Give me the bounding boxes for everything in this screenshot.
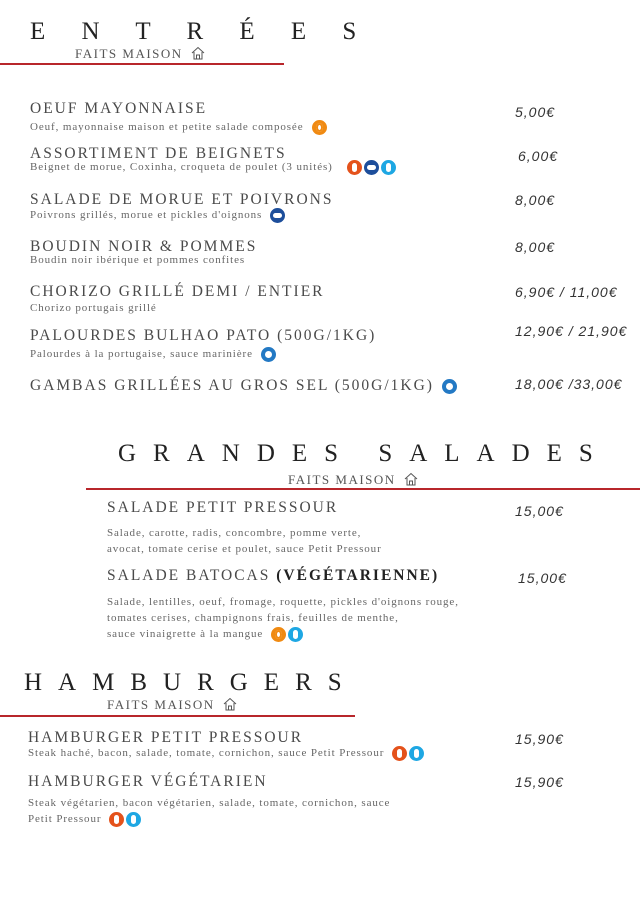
house-icon: [191, 46, 205, 60]
item-name: SALADE DE MORUE ET POIVRONS: [30, 191, 334, 208]
item-desc-line: Salade, lentilles, oeuf, fromage, roquette, pickles d'oignons rouge,: [107, 596, 459, 608]
subtitle: FAITS MAISON: [288, 471, 396, 487]
item-name: SALADE PETIT PRESSOUR: [107, 499, 339, 516]
item-price: 5,00€: [515, 104, 556, 120]
fish-allergen-icon: [364, 160, 379, 175]
divider: [0, 63, 284, 65]
shellfish-allergen-icon: [442, 379, 457, 394]
subtitle: FAITS MAISON: [75, 45, 183, 61]
item-price: 15,00€: [515, 503, 564, 519]
item-desc-line: [28, 811, 141, 827]
milk-allergen-icon: [381, 160, 396, 175]
item-desc-text: Poivrons grillés, morue et pickles d'oignons: [30, 209, 263, 221]
subtitle: FAITS MAISON: [107, 696, 215, 712]
item-desc: [30, 346, 276, 362]
item-desc-line: avocat, tomate cerise et poulet, sauce Petit Pressour: [107, 543, 382, 555]
house-icon: [223, 697, 237, 711]
item-desc-line: Salade, carotte, radis, concombre, pomme verte,: [107, 527, 362, 539]
item-desc-line: Steak végétarien, bacon végétarien, salade, tomate, cornichon, sauce: [28, 797, 391, 809]
gluten-allergen-icon: [392, 746, 407, 761]
faits-maison-label: [107, 697, 237, 711]
item-name: BOUDIN NOIR & POMMES: [30, 238, 258, 255]
item-desc-line: tomates cerises, champignons frais, feuilles de menthe,: [107, 612, 399, 624]
item-desc-text: Oeuf, mayonnaise maison et petite salade composée: [30, 121, 304, 133]
item-name: CHORIZO GRILLÉ DEMI / ENTIER: [30, 283, 325, 300]
gluten-allergen-icon: [109, 812, 124, 827]
item-price: 12,90€ / 21,90€: [515, 323, 628, 339]
item-name: PALOURDES BULHAO PATO (500G/1KG): [30, 327, 377, 344]
item-desc: Chorizo portugais grillé: [30, 302, 157, 314]
shellfish-allergen-icon: [261, 347, 276, 362]
item-price: 8,00€: [515, 239, 556, 255]
item-name: [30, 378, 457, 394]
egg-allergen-icon: [312, 120, 327, 135]
divider: [86, 488, 640, 490]
item-name: HAMBURGER PETIT PRESSOUR: [28, 729, 304, 746]
divider: [0, 715, 355, 717]
section-title-salades: GRANDES SALADES: [118, 440, 610, 467]
item-price: 15,90€: [515, 774, 564, 790]
section-title-entrees: E N T R É E S: [30, 18, 372, 45]
item-desc-line: [107, 626, 303, 642]
item-name: ASSORTIMENT DE BEIGNETS: [30, 145, 287, 162]
vegetarian-label: (VÉGÉTARIENNE): [276, 567, 440, 584]
item-desc: [30, 159, 396, 175]
item-desc-text: Beignet de morue, Coxinha, croqueta de poulet (3 unités): [30, 161, 333, 173]
item-desc-text: Petit Pressour: [28, 813, 102, 825]
item-name-text: SALADE BATOCAS: [107, 567, 271, 584]
item-desc-text: sauce vinaigrette à la mangue: [107, 628, 264, 640]
item-price: 6,00€: [518, 148, 559, 164]
item-name-text: GAMBAS GRILLÉES AU GROS SEL (500G/1KG): [30, 377, 434, 394]
item-price: 18,00€ /33,00€: [515, 376, 623, 392]
item-desc: [30, 119, 327, 135]
egg-allergen-icon: [271, 627, 286, 642]
item-desc-line: [28, 745, 424, 761]
item-desc-text: Steak haché, bacon, salade, tomate, cornichon, sauce Petit Pressour: [28, 747, 385, 759]
item-desc: [30, 207, 285, 223]
item-price: 6,90€ / 11,00€: [515, 284, 618, 300]
house-icon: [404, 472, 418, 486]
milk-allergen-icon: [126, 812, 141, 827]
fish-allergen-icon: [270, 208, 285, 223]
item-desc: Boudin noir ibérique et pommes confites: [30, 254, 246, 266]
gluten-allergen-icon: [347, 160, 362, 175]
item-name: [107, 568, 439, 584]
faits-maison-label: [288, 472, 418, 486]
item-name: OEUF MAYONNAISE: [30, 100, 208, 117]
item-price: 8,00€: [515, 192, 556, 208]
item-price: 15,90€: [515, 731, 564, 747]
milk-allergen-icon: [288, 627, 303, 642]
section-title-hamburgers: HAMBURGERS: [24, 669, 358, 696]
faits-maison-label: [75, 46, 205, 60]
item-price: 15,00€: [518, 570, 567, 586]
milk-allergen-icon: [409, 746, 424, 761]
item-desc-text: Palourdes à la portugaise, sauce marinière: [30, 348, 253, 360]
item-name: HAMBURGER VÉGÉTARIEN: [28, 773, 268, 790]
